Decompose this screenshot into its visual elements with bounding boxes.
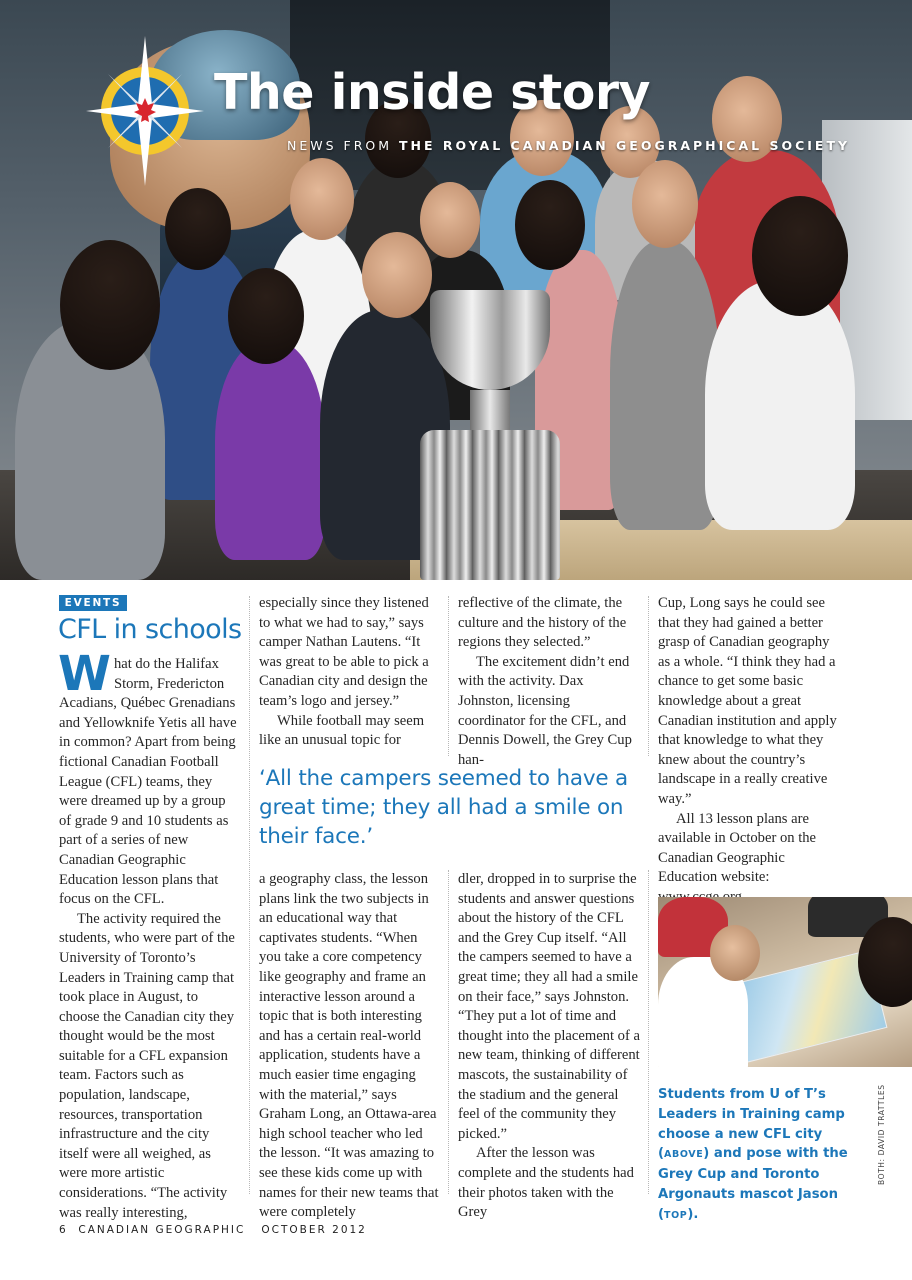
column-divider [448, 596, 449, 756]
article-paragraph: All 13 lesson plans are available in October on the Canadian Geographic Education website: [658, 810, 817, 886]
drop-cap: W [58, 646, 111, 702]
student-head [515, 180, 585, 270]
article-headline: CFL in schools [58, 614, 242, 645]
masthead-subtitle-society: THE ROYAL CANADIAN GEOGRAPHICAL SOCIETY [399, 138, 851, 153]
column-divider [249, 596, 250, 1194]
article-paragraph: dler, dropped in to surprise the students and answer questions about the history of the CFL and the Grey Cup itself. “All the campers seemed to have a great time; they all had a smile on their face,” says Johnston. “They put a lot of time and thought into the placement of a new team, thinking of different mascots, the sustainability of the stadium and the general feel of the community they picked.” [458, 871, 640, 1142]
article-column-1 [58, 646, 239, 1223]
student-head [420, 182, 480, 258]
article-column-4 [658, 594, 840, 927]
trophy-base [420, 430, 560, 580]
student-figure [610, 240, 720, 530]
pull-quote: ‘All the campers seemed to have a great time; they all had a smile on their face.’ [259, 766, 629, 849]
photo-credit: BOTH: DAVID TRATTLES [877, 1084, 886, 1185]
caption-text: ) and pose with the Grey Cup and Toronto Argonauts mascot Jason ( [658, 1146, 848, 1222]
trophy-stem [470, 390, 510, 430]
grey-cup-trophy [420, 290, 560, 580]
article-column-2-bottom [259, 870, 439, 1223]
paragraph-text: hat do the Halifax Storm, Fredericton Acadians, Québec Grenadians and Yellowknife Yetis all have in common? Apart from being fictional Canadian Football League (CFL) teams, they were dreamed up by a group of grade 9 and 10 students as part of a series of new Canadian Geographic Education lesson plans that focus on the CFL. [59, 656, 237, 908]
issue-date: OCTOBER 2012 [261, 1224, 367, 1236]
article-paragraph: After the lesson was complete and the students had their photos taken with the Grey [458, 1145, 634, 1221]
article-paragraph [58, 646, 239, 910]
hero-photo [0, 0, 912, 580]
caption-smallcaps: TOP [664, 1209, 688, 1221]
student-head [752, 196, 848, 316]
student-head [632, 160, 698, 248]
map-activity-photo [658, 897, 912, 1067]
masthead-subtitle [287, 138, 850, 153]
column-divider [648, 870, 649, 1194]
article-paragraph: especially since they listened to what we had to say,” says camper Nathan Lautens. “It was great to be able to pick a Canadian city and design the team’s logo and jersey.” [259, 595, 429, 709]
student-head [290, 158, 354, 240]
article-column-2-top [259, 594, 439, 751]
student-figure [215, 340, 325, 560]
page-number: 6 [59, 1224, 68, 1236]
article-paragraph: a geography class, the lesson plans link the two subjects in an educational way that captivates students. “When you take a core competency like geography and frame an interactive lesson around a topic that is both interesting and has a certain real-world application, students have a much easier time engaging with the material,” says Graham Long, an Ottawa-area high school teacher who led the lesson. “It was amazing to see these kids come up with names for their new teams that were completely [259, 871, 439, 1221]
article-paragraph: reflective of the climate, the culture and the history of the regions they selected.” [458, 595, 627, 651]
caption-text: ). [687, 1206, 699, 1222]
caption-text: Students from U of T’s Leaders in Training camp choose a new CFL city ( [658, 1087, 845, 1162]
article-column-3-top [458, 594, 640, 770]
photo-caption [658, 1085, 848, 1226]
article-paragraph: While football may seem like an unusual topic for [259, 712, 425, 749]
column-divider [448, 870, 449, 1194]
article-paragraph: Cup, Long says he could see that they had gained a better grasp of Canadian geography as a whole. “I think they had a chance to get some basic knowledge about a great Canadian institution and apply that knowledge to what they knew about the country’s landscape in a really creative way.” [658, 595, 837, 807]
student-head [60, 240, 160, 370]
photo-student-head [710, 925, 760, 981]
publication-name: CANADIAN GEOGRAPHIC [78, 1224, 246, 1236]
masthead-subtitle-prefix: NEWS FROM [287, 138, 399, 153]
article-column-3-bottom [458, 870, 640, 1223]
trophy-bowl [430, 290, 550, 390]
section-tag: EVENTS [59, 595, 127, 611]
article-paragraph: The activity required the students, who were part of the University of Toronto’s Leaders in Training camp that took place in August, to choose the Canadian city they thought would be the most suitable for a CFL expansion team. Factors such as population, landscape, resources, transportation infrastructure and the city itself were all weighed, as were more artistic considerations. “The activity was really interesting, [59, 910, 235, 1221]
page-folio [59, 1224, 367, 1236]
column-divider [648, 596, 649, 756]
caption-smallcaps: ABOVE [664, 1149, 704, 1161]
student-figure [705, 280, 855, 530]
article-paragraph: The excitement didn’t end with the activity. Dax Johnston, licensing coordinator for the CFL, and Dennis Dowell, the Grey Cup han- [458, 653, 632, 768]
student-head [228, 268, 304, 364]
masthead-title: The inside story [214, 64, 650, 121]
compass-rose-logo-icon [86, 36, 204, 186]
student-head [165, 188, 231, 270]
